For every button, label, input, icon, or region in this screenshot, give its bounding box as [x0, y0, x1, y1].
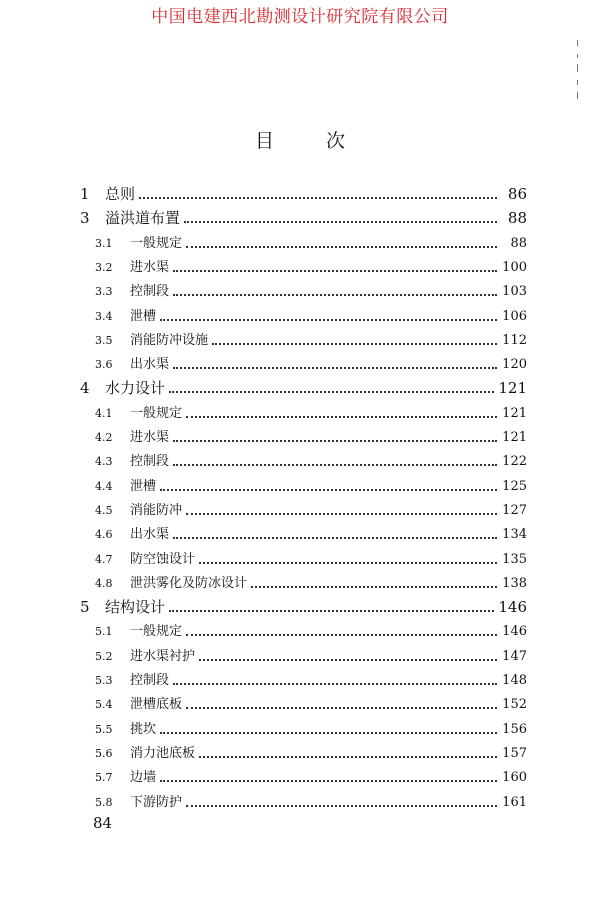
page-number: 84	[93, 814, 113, 832]
toc-entry-page: 147	[502, 648, 527, 664]
toc-entry-number: 5.5	[95, 722, 113, 736]
toc-section-entry[interactable]	[95, 791, 527, 813]
toc-entry-label: 泄槽	[130, 308, 157, 324]
toc-section-entry[interactable]	[95, 742, 527, 764]
toc-entry-page: 112	[502, 332, 527, 348]
toc-leader-dots	[184, 221, 497, 223]
toc-section-entry[interactable]	[95, 256, 527, 278]
toc-leader-dots	[173, 537, 497, 539]
toc-entry-number: 5.3	[95, 674, 113, 687]
toc-entry-number: 4.7	[95, 552, 113, 566]
toc-title-part1: 目	[254, 130, 274, 152]
toc-entry-number: 3.2	[95, 260, 113, 274]
toc-leader-dots	[139, 197, 497, 199]
toc-leader-dots	[160, 319, 497, 321]
toc-entry-label: 消能防冲	[130, 502, 183, 518]
toc-entry-label: 泄槽底板	[130, 697, 183, 713]
toc-entry-page: 88	[507, 209, 527, 228]
toc-entry-label: 控制段	[130, 284, 170, 300]
toc-entry-label: 结构设计	[105, 598, 166, 617]
toc-entry-page: 127	[502, 502, 527, 518]
toc-entry-page: 156	[502, 721, 527, 737]
toc-leader-dots	[186, 416, 497, 418]
toc-entry-number: 3.5	[95, 333, 113, 347]
toc-section-entry[interactable]	[95, 523, 527, 545]
toc-chapter-entry[interactable]	[80, 207, 527, 229]
toc-leader-dots	[173, 367, 497, 369]
toc-entry-label: 出水渠	[130, 357, 170, 373]
toc-entry-label: 控制段	[130, 673, 170, 688]
toc-leader-dots	[160, 489, 497, 491]
toc-entry-label: 控制段	[130, 454, 170, 470]
toc-entry-number: 1	[80, 185, 90, 203]
toc-entry-number: 5	[80, 598, 90, 617]
toc-entry-label: 边墙	[130, 770, 157, 786]
toc-entry-label: 下游防护	[130, 794, 183, 810]
company-header: 中国电建西北勘测设计研究院有限公司	[151, 7, 449, 27]
toc-title-part2: 次	[326, 130, 346, 152]
toc-entry-page: 125	[502, 478, 527, 494]
toc-entry-number: 5.7	[95, 771, 113, 785]
toc-entry-number: 4.4	[95, 479, 113, 493]
toc-leader-dots	[186, 513, 497, 515]
toc-leader-dots	[186, 707, 497, 709]
toc-section-entry[interactable]	[95, 475, 527, 497]
toc-entry-page: 146	[498, 598, 527, 617]
toc-leader-dots	[186, 246, 497, 248]
toc-section-entry[interactable]	[95, 645, 527, 667]
toc-entry-number: 4.6	[95, 528, 113, 542]
toc-entry-label: 挑坎	[130, 721, 157, 737]
toc-entry-page: 121	[502, 405, 527, 421]
toc-chapter-entry[interactable]	[80, 183, 527, 205]
toc-entry-number: 4.2	[95, 431, 113, 444]
toc-entry-number: 4	[80, 379, 90, 398]
toc-leader-dots	[199, 756, 497, 758]
toc-entry-number: 3	[80, 209, 90, 228]
toc-leader-dots	[212, 343, 497, 345]
toc-entry-number: 4.3	[95, 455, 113, 469]
toc-entry-label: 消力池底板	[130, 745, 196, 761]
toc-entry-label: 一般规定	[130, 235, 183, 251]
toc-entry-number: 3.4	[95, 309, 113, 323]
toc-leader-dots	[169, 391, 494, 393]
toc-entry-label: 泄槽	[130, 478, 157, 494]
toc-section-entry[interactable]	[95, 766, 527, 788]
toc-entry-label: 出水渠	[130, 527, 170, 543]
toc-entry-number: 5.2	[95, 649, 113, 663]
toc-entry-number: 3.6	[95, 358, 113, 372]
toc-section-entry[interactable]	[95, 232, 527, 254]
toc-entry-page: 121	[502, 430, 527, 445]
toc-section-entry[interactable]	[95, 402, 527, 424]
toc-section-entry[interactable]	[95, 693, 527, 715]
toc-entry-label: 一般规定	[130, 405, 183, 421]
toc-title	[0, 126, 600, 153]
toc-leader-dots	[160, 780, 497, 782]
toc-entry-page: 152	[502, 697, 527, 713]
toc-section-entry[interactable]	[95, 353, 527, 375]
toc-leader-dots	[186, 634, 497, 636]
toc-section-entry[interactable]	[95, 669, 527, 691]
toc-entry-label: 总则	[105, 185, 136, 203]
toc-entry-number: 5.1	[95, 625, 113, 639]
toc-leader-dots	[173, 464, 497, 466]
toc-leader-dots	[199, 562, 497, 564]
toc-entry-page: 160	[502, 770, 527, 786]
toc-leader-dots	[173, 683, 497, 685]
toc-entry-page: 88	[510, 235, 527, 251]
toc-leader-dots	[169, 610, 494, 612]
toc-entry-page: 106	[502, 308, 527, 324]
toc-chapter-entry[interactable]	[80, 377, 527, 399]
toc-entry-label: 防空蚀设计	[130, 551, 196, 567]
toc-entry-label: 消能防冲设施	[130, 332, 209, 348]
toc-entry-page: 103	[502, 284, 527, 300]
toc-leader-dots	[186, 805, 497, 807]
toc-section-entry[interactable]	[95, 305, 527, 327]
toc-entry-number: 5.4	[95, 698, 113, 712]
toc-section-entry[interactable]	[95, 499, 527, 521]
toc-entry-number: 4.8	[95, 576, 113, 590]
toc-entry-number: 3.1	[95, 236, 113, 250]
toc-entry-page: 120	[502, 357, 527, 373]
toc-entry-page: 134	[502, 527, 527, 543]
toc-entry-number: 4.1	[95, 406, 113, 420]
scan-edge-marks	[577, 40, 585, 110]
toc-entry-page: 122	[502, 454, 527, 470]
toc-section-entry[interactable]	[95, 572, 527, 594]
toc-entry-page: 121	[498, 379, 527, 398]
toc-entry-page: 146	[502, 624, 527, 640]
toc-section-entry[interactable]	[95, 620, 527, 642]
toc-entry-page: 135	[502, 551, 527, 567]
toc-leader-dots	[251, 586, 497, 588]
toc-section-entry[interactable]	[95, 718, 527, 740]
toc-entry-number: 5.6	[95, 746, 113, 760]
toc-leader-dots	[160, 732, 497, 734]
toc-entry-label: 水力设计	[105, 379, 166, 398]
toc-section-entry[interactable]	[95, 426, 527, 448]
toc-entry-label: 溢洪道布置	[105, 209, 181, 228]
toc-entry-label: 进水渠	[130, 430, 170, 445]
toc-section-entry[interactable]	[95, 329, 527, 351]
toc-section-entry[interactable]	[95, 450, 527, 472]
toc-entry-label: 泄洪雾化及防冰设计	[130, 575, 248, 591]
toc-entry-number: 5.8	[95, 795, 113, 809]
toc-entry-page: 138	[502, 575, 527, 591]
toc-entry-page: 161	[502, 794, 527, 810]
toc-entry-page: 86	[507, 185, 527, 203]
toc-entry-page: 157	[502, 745, 527, 761]
toc-entry-number: 4.5	[95, 503, 113, 517]
toc-section-entry[interactable]	[95, 280, 527, 302]
toc-leader-dots	[199, 659, 497, 661]
toc-entry-label: 进水渠	[130, 259, 170, 275]
toc-entry-page: 100	[502, 259, 527, 275]
toc-entry-label: 进水渠衬护	[130, 648, 196, 664]
toc-leader-dots	[173, 294, 497, 296]
toc-section-entry[interactable]	[95, 548, 527, 570]
toc-leader-dots	[173, 270, 497, 272]
toc-entry-number: 3.3	[95, 285, 113, 299]
toc-entry-label: 一般规定	[130, 624, 183, 640]
toc-chapter-entry[interactable]	[80, 596, 527, 618]
toc-leader-dots	[173, 440, 497, 442]
toc-entry-page: 148	[502, 673, 527, 688]
